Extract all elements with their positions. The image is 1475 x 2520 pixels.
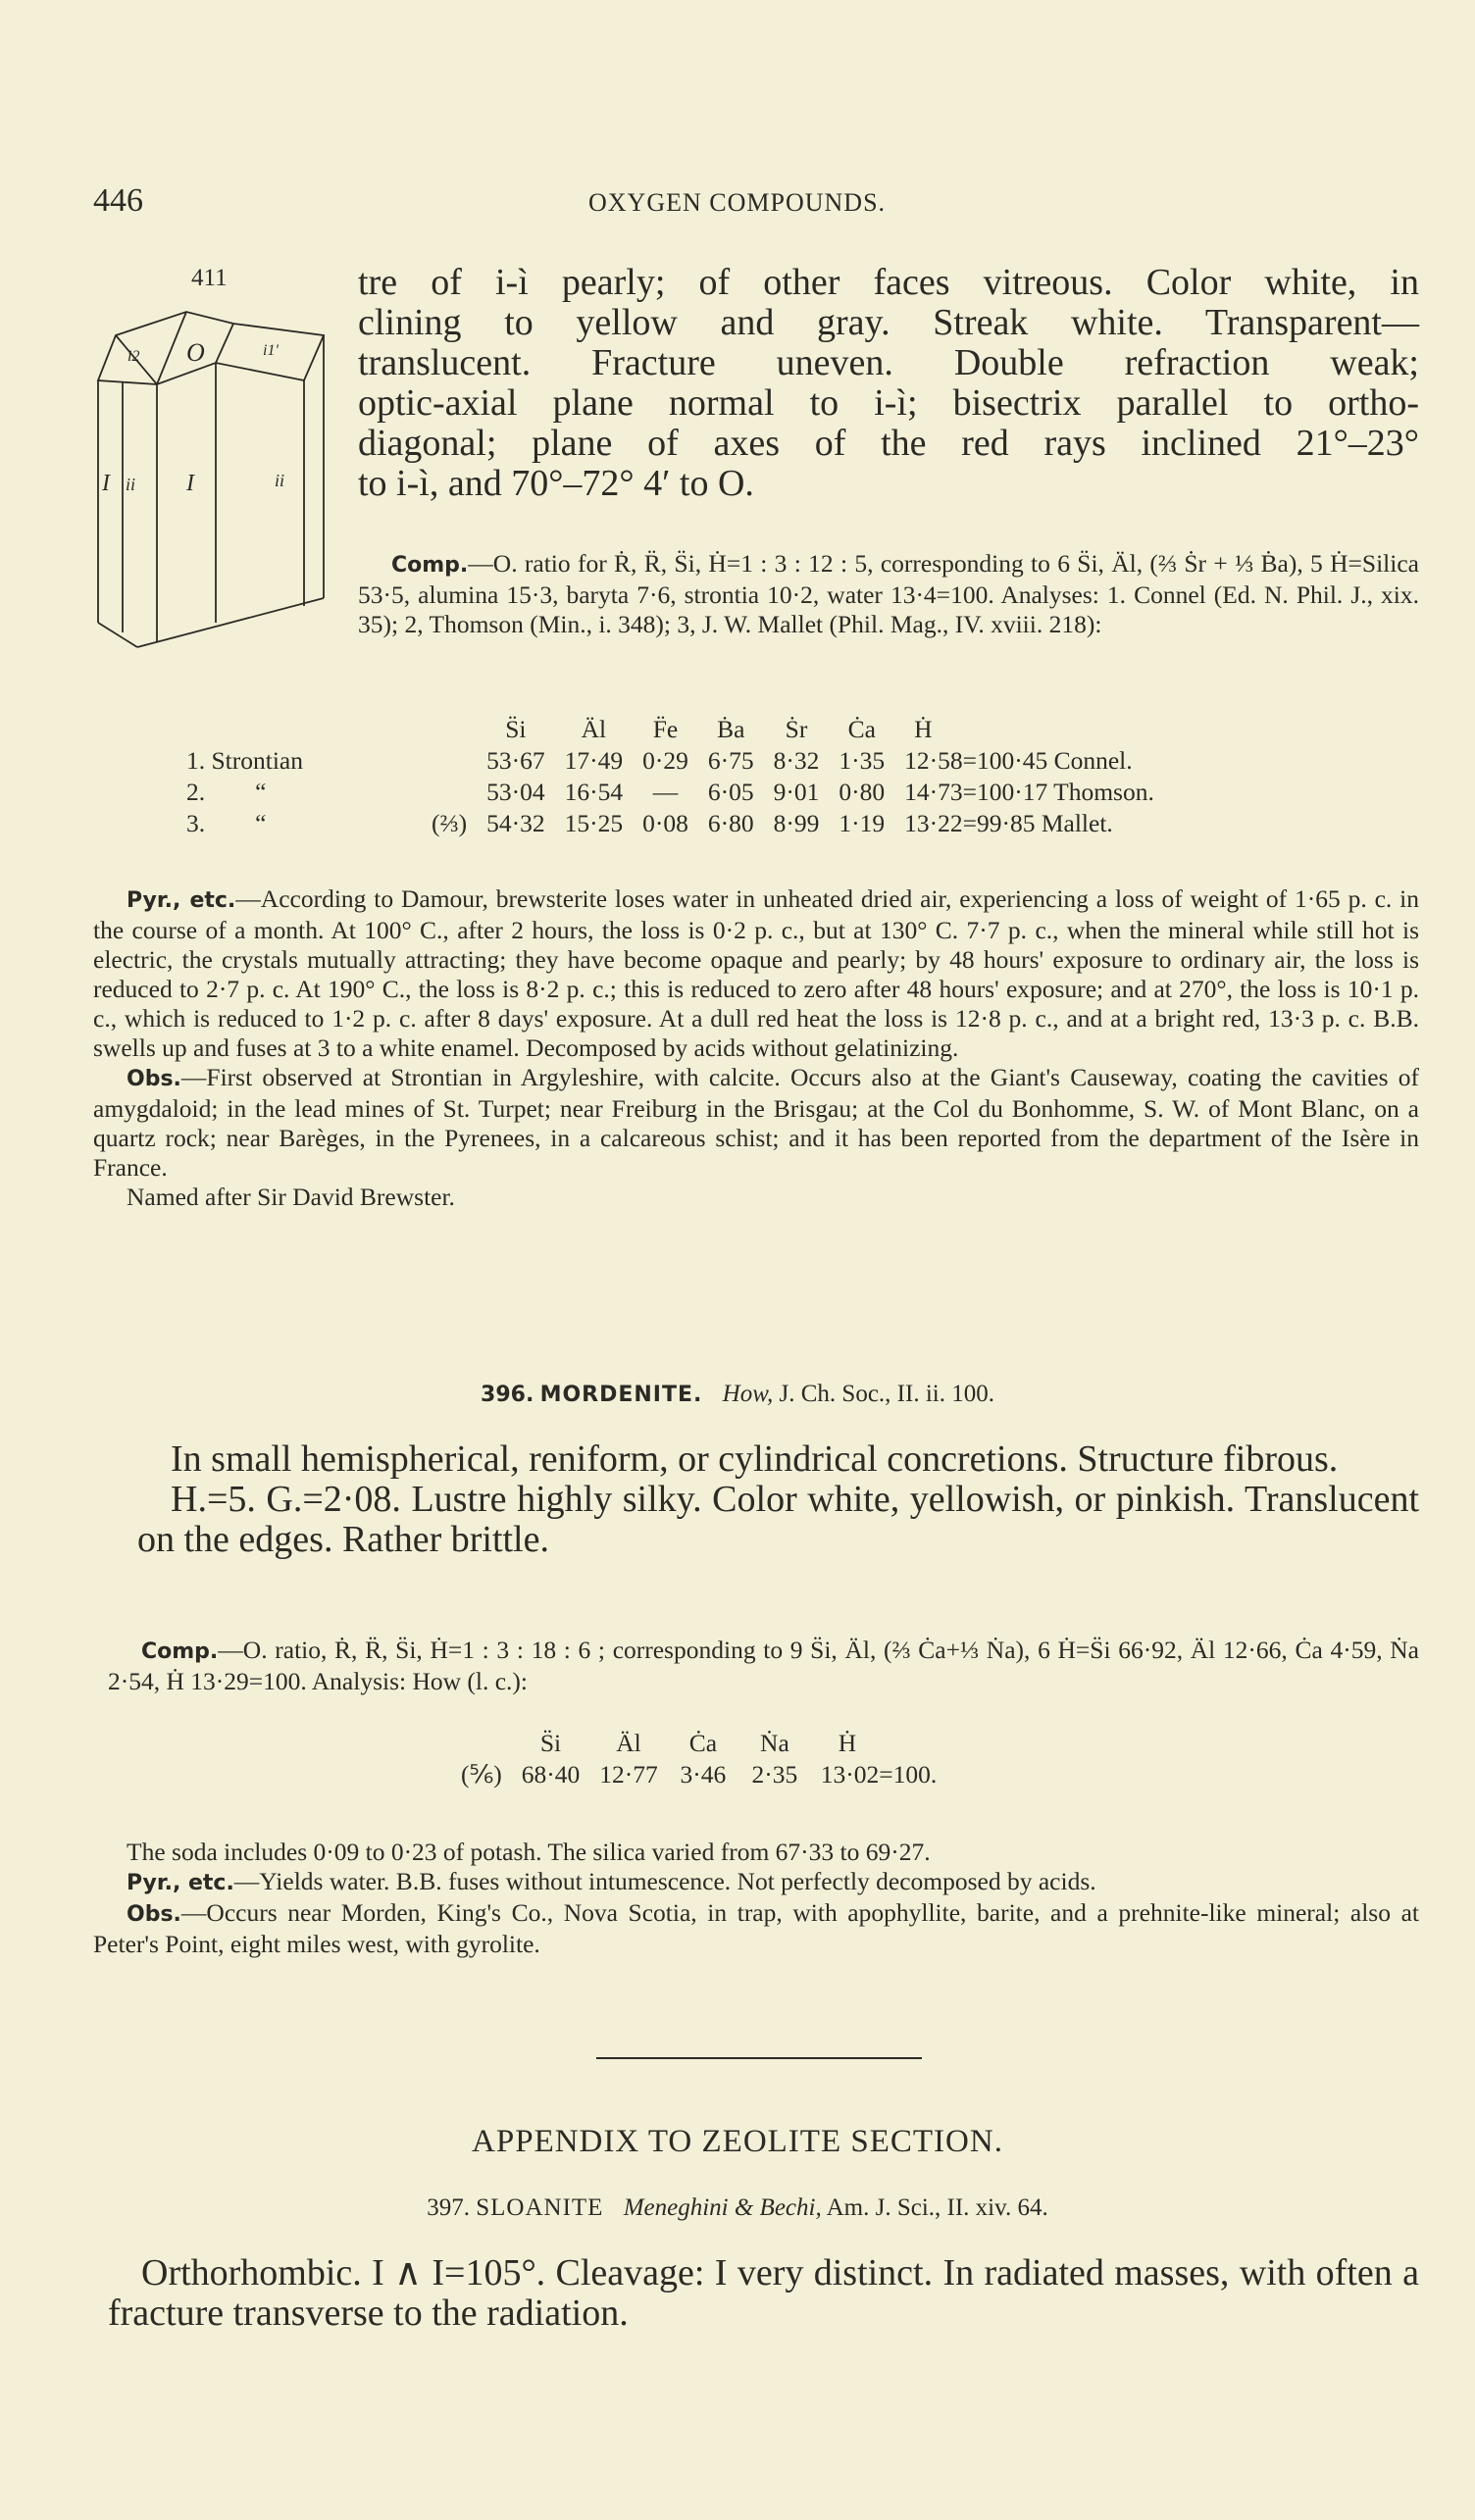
table-header: Ċa: [847, 715, 876, 743]
brewsterite-analyses-table: [177, 714, 1164, 839]
table-header: S̈i: [505, 715, 527, 743]
text-line: tre of i-ì pearly; of other faces vitreous. Color white, in: [358, 262, 1419, 303]
figure-label: i1': [263, 342, 279, 359]
mordenite-analysis-table: [451, 1728, 946, 1790]
table-cell: 1·35: [839, 746, 886, 775]
text-line: optic-axial plane normal to i-ì; bisectrix parallel to ortho-: [358, 382, 1419, 424]
table-cell: 68·40: [521, 1760, 581, 1789]
comp-lead: Comp.: [391, 553, 469, 578]
section-divider: [596, 2057, 922, 2059]
table-header: Ṅa: [760, 1729, 789, 1757]
brewsterite-description: [358, 263, 1419, 504]
table-cell: 54·32: [486, 809, 545, 837]
text-line: diagonal; plane of axes of the red rays inclined 21°–23°: [358, 423, 1419, 464]
species-reference: Am. J. Sci., II. xiv. 64.: [826, 2194, 1048, 2221]
comp-text: —O. ratio for Ṙ, R̈, S̈i, Ḣ=1 : 3 : 12 : 5, corresponding to 6 S̈i, Äl, (⅔ Ṡr + ⅓ Ḃa), 5 Ḣ=Silica 53·5, alumina 15·3, baryta 7·6, strontia 10·2, water 13·4=100. Analyses: 1. Connel (Ed. N. Phil. J., xix. 35); 2, Thomson (Min., i. 348); 3, J. W. Mallet (Phil. Mag., IV. xviii. 218):: [358, 549, 1419, 638]
table-cell: 17·49: [564, 746, 624, 775]
table-cell: 15·25: [564, 809, 624, 837]
species-name: SLOANITE: [476, 2194, 604, 2221]
obs-text: —Occurs near Morden, King's Co., Nova Scotia, in trap, with apophyllite, barite, and a prehnite-like mineral; also at Peter's Point, eight miles west, with gyrolite.: [93, 1898, 1419, 1958]
table-header-row: [451, 1728, 946, 1759]
species-author: Meneghini & Bechi,: [623, 2194, 822, 2221]
text-line: clining to yellow and gray. Streak white. Transparent—: [358, 302, 1419, 343]
table-header: [422, 714, 477, 745]
mordenite-para: In small hemispherical, reniform, or cylindrical concretions. Structure fibrous.: [171, 1438, 1339, 1480]
named-after: Named after Sir David Brewster.: [127, 1183, 455, 1211]
mordenite-notes: [93, 1838, 1419, 1959]
table-cell: 3. “: [186, 809, 267, 837]
table-cell: 2. “: [186, 778, 267, 806]
table-header-row: [177, 714, 1164, 745]
figure-label: i2: [127, 348, 140, 365]
table-cell: 9·01: [773, 778, 820, 806]
table-header: Äl: [616, 1729, 641, 1757]
comp-lead: Comp.: [141, 1639, 219, 1664]
species-number: 396.: [481, 1383, 534, 1407]
brewsterite-notes: [93, 884, 1419, 1212]
pyr-text: —Yields water. B.B. fuses without intumescence. Not perfectly decomposed by acids.: [233, 1867, 1096, 1895]
brewsterite-composition: [358, 549, 1419, 639]
species-name: MORDENITE.: [539, 1383, 703, 1407]
species-reference: J. Ch. Soc., II. ii. 100.: [779, 1381, 994, 1407]
figure-number: 411: [191, 265, 228, 291]
crystal-figure: [88, 294, 333, 657]
pyr-text: —According to Damour, brewsterite loses water in unheated dried air, experiencing a loss of weight of 1·65 p. c. in the course of a month. At 100° C., after 2 hours, the loss is 0·2 p. c., but at 130° C. 7·7 p. c., when the mineral while still hot is electric, the crystals mutually attracting; they have become opaque and pearly; by 48 hours' exposure to ordinary air, the loss is reduced to 2·7 p. c. At 190° C., the loss is 8·2 p. c.; this is reduced to zero after 48 hours' exposure; and at 270°, the loss is 10·1 p. c., which is reduced to 1·2 p. c. after 8 days' exposure. At a dull red heat the loss is 12·8 p. c., and at a bright red, 13·3 p. c. B.B. swells up and fuses at 3 to a white enamel. Decomposed by acids without gelatinizing.: [93, 884, 1419, 1062]
table-header: Ḃa: [717, 715, 745, 743]
table-cell: 12·77: [599, 1760, 658, 1789]
table-cell: 53·67: [486, 746, 545, 775]
table-row: [177, 777, 1164, 808]
table-cell: 0·29: [642, 746, 688, 775]
mordenite-para: H.=5. G.=2·08. Lustre highly silky. Color white, yellowish, or pinkish. Translucent on the edges. Rather brittle.: [137, 1479, 1419, 1560]
table-cell: 53·04: [486, 778, 545, 806]
table-header: Ḣ: [838, 1729, 857, 1757]
table-cell: [422, 777, 477, 808]
table-header: Ċa: [688, 1729, 718, 1757]
table-cell: —: [652, 778, 679, 806]
sloanite-para: Orthorhombic. I ∧ I=105°. Cleavage: I very distinct. In radiated masses, with often a fracture transverse to the radiation.: [108, 2252, 1419, 2334]
table-cell: [422, 745, 477, 777]
table-cell: 14·73=100·17 Thomson.: [904, 778, 1154, 806]
obs-text: —First observed at Strontian in Argyleshire, with calcite. Occurs also at the Giant's Causeway, coating the cavities of amygdaloid; in the lead mines of St. Turpet; near Freiburg in the Brisgau; at the Col du Bonhomme, S. W. of Mont Blanc, on a quartz rock; near Barèges, in the Pyrenees, in a calcareous schist; and it has been reported from the department of the Isère in France.: [93, 1063, 1419, 1182]
table-cell: (⅚): [461, 1760, 502, 1789]
appendix-title: APPENDIX TO ZEOLITE SECTION.: [472, 2124, 1003, 2159]
table-cell: 3·46: [680, 1760, 727, 1789]
pyr-paragraph: [93, 1867, 1419, 1898]
text-line: translucent. Fracture uneven. Double refraction weak;: [358, 342, 1419, 383]
obs-lead: Obs.: [127, 1902, 181, 1927]
species-author: How,: [722, 1381, 774, 1407]
table-cell: 2·35: [751, 1760, 798, 1789]
obs-paragraph: [93, 1898, 1419, 1959]
table-row: [451, 1759, 946, 1790]
table-cell: 1·19: [839, 809, 886, 837]
table-cell: 6·05: [707, 778, 754, 806]
soda-note: The soda includes 0·09 to 0·23 of potash. The silica varied from 67·33 to 69·27.: [127, 1838, 931, 1866]
figure-label: I: [186, 471, 194, 496]
table-cell: 16·54: [564, 778, 624, 806]
figure-label: I: [102, 471, 110, 496]
table-header: [451, 1728, 512, 1759]
table-header: F̈e: [652, 715, 679, 743]
figure-label: ii: [126, 475, 136, 494]
table-cell: 6·75: [707, 746, 754, 775]
table-cell: (⅔): [432, 809, 468, 837]
table-cell: 8·32: [773, 746, 820, 775]
text-line: to i-ì, and 70°–72° 4′ to O.: [358, 463, 754, 504]
table-row: [177, 745, 1164, 777]
running-title: OXYGEN COMPOUNDS.: [588, 188, 887, 217]
page-number: 446: [93, 182, 143, 219]
species-number: 397.: [427, 2194, 470, 2221]
table-cell: 13·22=99·85 Mallet.: [904, 809, 1113, 837]
table-cell: 13·02=100.: [820, 1760, 938, 1789]
comp-text: —O. ratio, Ṙ, R̈, S̈i, Ḣ=1 : 3 : 18 : 6 ; corresponding to 9 S̈i, Äl, (⅔ Ċa+⅓ Ṅa), 6 Ḣ=S̈i 66·92, Äl 12·66, Ċa 4·59, Ṅa 2·54, Ḣ 13·29=100. Analysis: How (l. c.):: [108, 1636, 1419, 1695]
mordenite-heading: [0, 1381, 1475, 1408]
sloanite-heading: [0, 2194, 1475, 2222]
mordenite-composition: [108, 1636, 1419, 1696]
obs-lead: Obs.: [127, 1067, 181, 1091]
table-cell: 0·08: [642, 809, 688, 837]
pyr-lead: Pyr., etc.: [127, 888, 236, 913]
figure-label: O: [186, 338, 205, 367]
obs-paragraph: [93, 1063, 1419, 1183]
pyr-lead: Pyr., etc.: [127, 1871, 234, 1895]
table-cell: 0·80: [839, 778, 886, 806]
table-header: Äl: [581, 715, 607, 743]
table-cell: 8·99: [773, 809, 820, 837]
pyr-paragraph: [93, 884, 1419, 1063]
table-row: [177, 808, 1164, 839]
figure-label: ii: [275, 471, 285, 490]
table-header: [177, 714, 422, 745]
table-cell: 12·58=100·45 Connel.: [904, 746, 1133, 775]
table-header: Ṡr: [785, 715, 808, 743]
table-header: S̈i: [539, 1729, 562, 1757]
table-cell: 1. Strontian: [186, 746, 303, 775]
mordenite-description: [137, 1439, 1419, 1560]
sloanite-description: [108, 2253, 1419, 2334]
table-cell: 6·80: [707, 809, 754, 837]
table-header: Ḣ: [914, 715, 933, 743]
